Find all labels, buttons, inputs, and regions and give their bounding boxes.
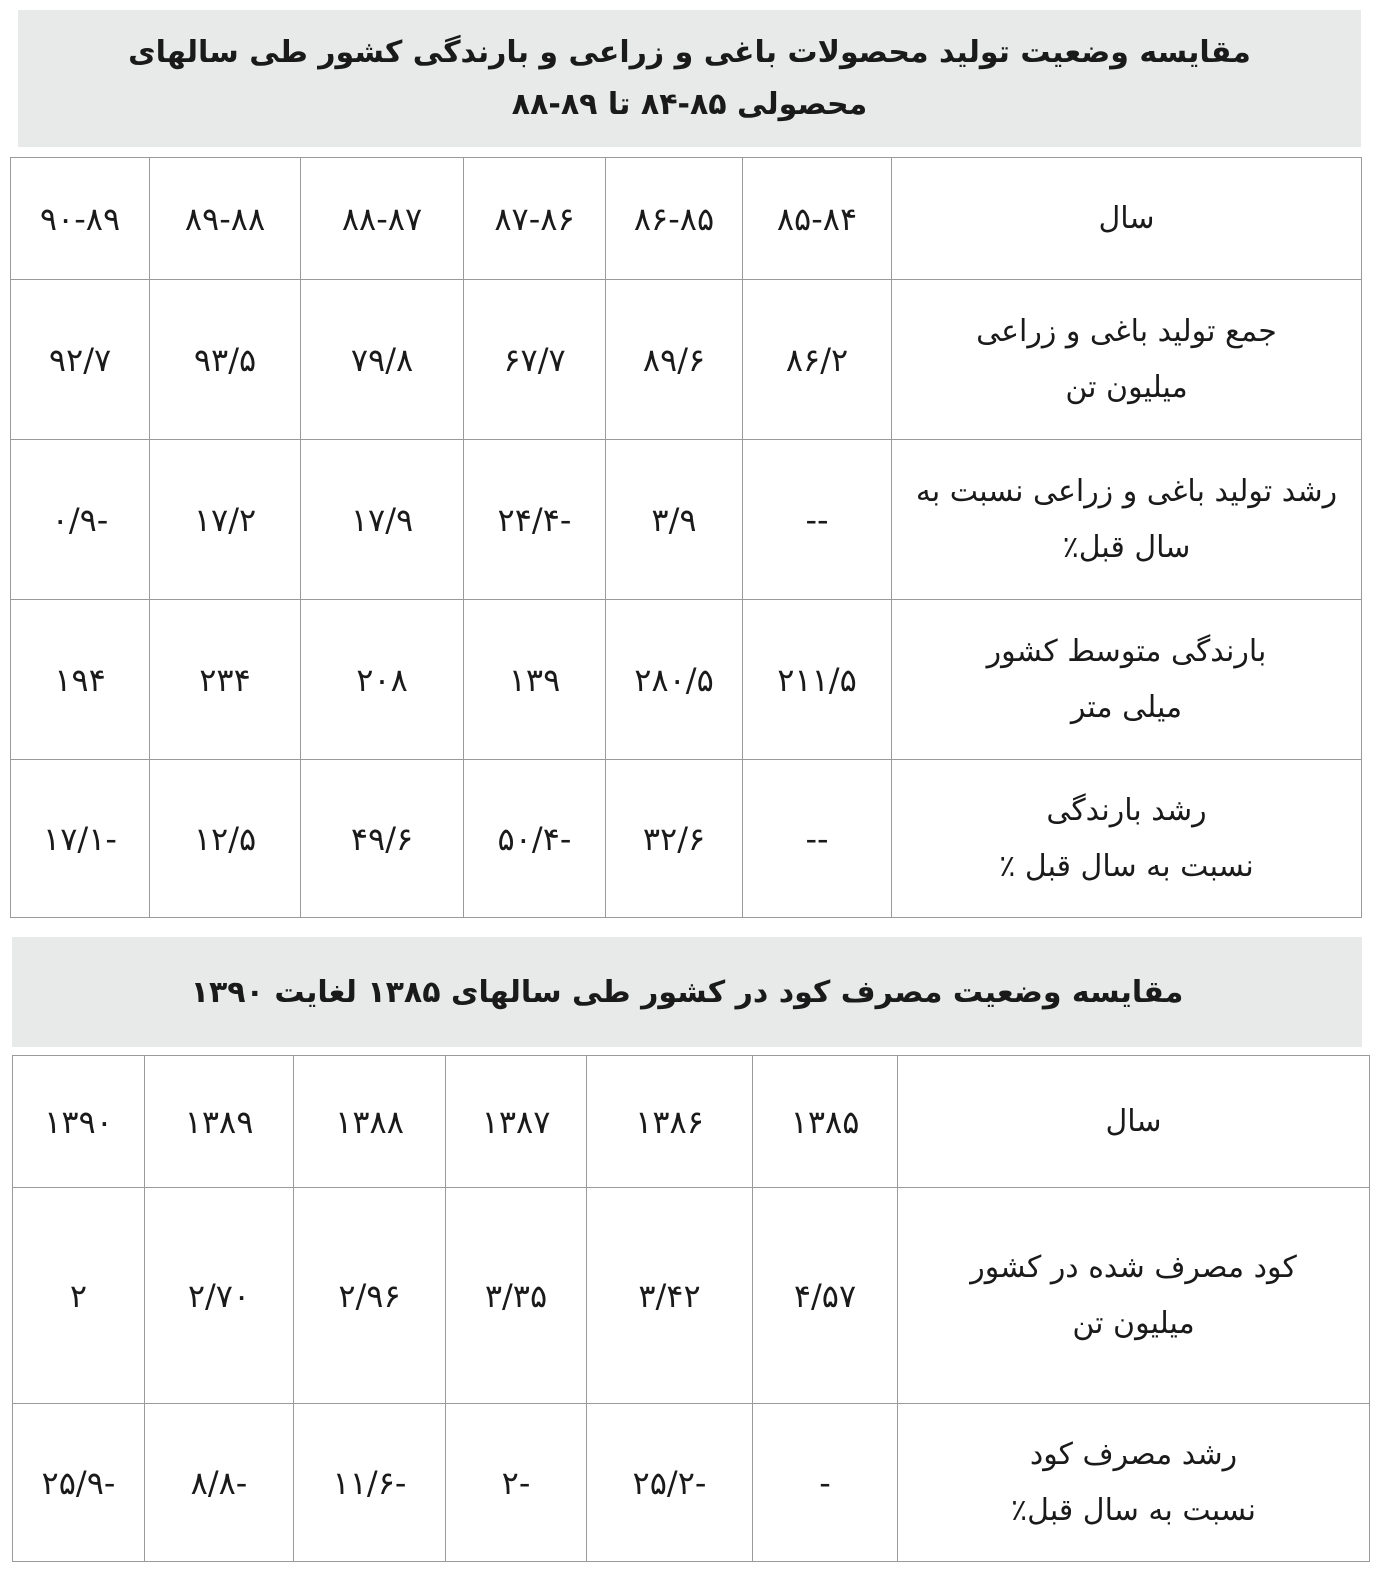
row-label: جمع تولید باغی و زراعی میلیون تن bbox=[892, 280, 1362, 440]
table-row bbox=[11, 280, 1362, 440]
fertilizer-table bbox=[12, 1055, 1370, 1562]
table-cell: ۳/۳۵ bbox=[446, 1188, 587, 1404]
table-cell: -۸/۸ bbox=[145, 1404, 294, 1562]
table-cell: -- bbox=[743, 760, 892, 918]
table-cell: -۲۵/۹ bbox=[13, 1404, 145, 1562]
year-header: ۱۳۸۵ bbox=[753, 1056, 898, 1188]
year-header-label: سال bbox=[892, 158, 1362, 280]
table-cell: ۲۸۰/۵ bbox=[606, 600, 743, 760]
row-label: رشد تولید باغی و زراعی نسبت به سال قبل٪ bbox=[892, 440, 1362, 600]
table-row bbox=[13, 1056, 1370, 1188]
table-cell: ۹۲/۷ bbox=[11, 280, 150, 440]
year-header-label: سال bbox=[898, 1056, 1370, 1188]
year-header: ۹۰-۸۹ bbox=[11, 158, 150, 280]
table-cell: ۷۹/۸ bbox=[301, 280, 464, 440]
production-table bbox=[10, 157, 1362, 918]
year-header: ۱۳۸۶ bbox=[587, 1056, 753, 1188]
table-cell: -- bbox=[743, 440, 892, 600]
table-cell: ۸۹/۶ bbox=[606, 280, 743, 440]
production-table-title bbox=[18, 10, 1361, 147]
row-label: کود مصرف شده در کشور میلیون تن bbox=[898, 1188, 1370, 1404]
row-label: رشد مصرف کود نسبت به سال قبل٪ bbox=[898, 1404, 1370, 1562]
table-cell: ۸۶/۲ bbox=[743, 280, 892, 440]
row-label: بارندگی متوسط کشور میلی متر bbox=[892, 600, 1362, 760]
year-header: ۱۳۸۷ bbox=[446, 1056, 587, 1188]
year-header: ۱۳۹۰ bbox=[13, 1056, 145, 1188]
table-cell: - bbox=[753, 1404, 898, 1562]
table-cell: ۲/۷۰ bbox=[145, 1188, 294, 1404]
production-title-text: مقایسه وضعیت تولید محصولات باغی و زراعی و بارندگی کشور طی سالهای محصولی ۸۵-۸۴ تا ۸۹-۸۸ bbox=[128, 34, 1251, 122]
table-cell: ۴۹/۶ bbox=[301, 760, 464, 918]
table-cell: ۶۷/۷ bbox=[464, 280, 606, 440]
fertilizer-title-text: مقایسه وضعیت مصرف کود در کشور طی سالهای ۱۳۸۵ لغایت ۱۳۹۰ bbox=[190, 974, 1184, 1010]
table-cell: -۲ bbox=[446, 1404, 587, 1562]
table-row bbox=[11, 158, 1362, 280]
table-cell: ۳۲/۶ bbox=[606, 760, 743, 918]
table-cell: ۱۹۴ bbox=[11, 600, 150, 760]
table-cell: -۵۰/۴ bbox=[464, 760, 606, 918]
table-cell: -۱۷/۱ bbox=[11, 760, 150, 918]
table-cell: -۱۱/۶ bbox=[294, 1404, 446, 1562]
year-header: ۱۳۸۹ bbox=[145, 1056, 294, 1188]
row-label: رشد بارندگی نسبت به سال قبل ٪ bbox=[892, 760, 1362, 918]
table-row bbox=[11, 440, 1362, 600]
year-header: ۸۶-۸۵ bbox=[606, 158, 743, 280]
table-row bbox=[11, 760, 1362, 918]
table-cell: -۲۵/۲ bbox=[587, 1404, 753, 1562]
table-cell: ۴/۵۷ bbox=[753, 1188, 898, 1404]
table-cell: ۳/۹ bbox=[606, 440, 743, 600]
table-cell: ۱۳۹ bbox=[464, 600, 606, 760]
table-cell: ۱۲/۵ bbox=[150, 760, 301, 918]
table-cell: ۹۳/۵ bbox=[150, 280, 301, 440]
table-row bbox=[13, 1188, 1370, 1404]
year-header: ۱۳۸۸ bbox=[294, 1056, 446, 1188]
year-header: ۸۵-۸۴ bbox=[743, 158, 892, 280]
year-header: ۸۹-۸۸ bbox=[150, 158, 301, 280]
table-cell: ۲/۹۶ bbox=[294, 1188, 446, 1404]
table-cell: -۰/۹ bbox=[11, 440, 150, 600]
table-cell: ۳/۴۲ bbox=[587, 1188, 753, 1404]
table-cell: ۱۷/۲ bbox=[150, 440, 301, 600]
table-row bbox=[13, 1404, 1370, 1562]
table-cell: ۱۷/۹ bbox=[301, 440, 464, 600]
table-cell: ۲۱۱/۵ bbox=[743, 600, 892, 760]
year-header: ۸۸-۸۷ bbox=[301, 158, 464, 280]
table-cell: -۲۴/۴ bbox=[464, 440, 606, 600]
year-header: ۸۷-۸۶ bbox=[464, 158, 606, 280]
table-cell: ۲۰۸ bbox=[301, 600, 464, 760]
table-cell: ۲۳۴ bbox=[150, 600, 301, 760]
table-cell: ۲ bbox=[13, 1188, 145, 1404]
fertilizer-table-title bbox=[12, 937, 1362, 1047]
table-row bbox=[11, 600, 1362, 760]
